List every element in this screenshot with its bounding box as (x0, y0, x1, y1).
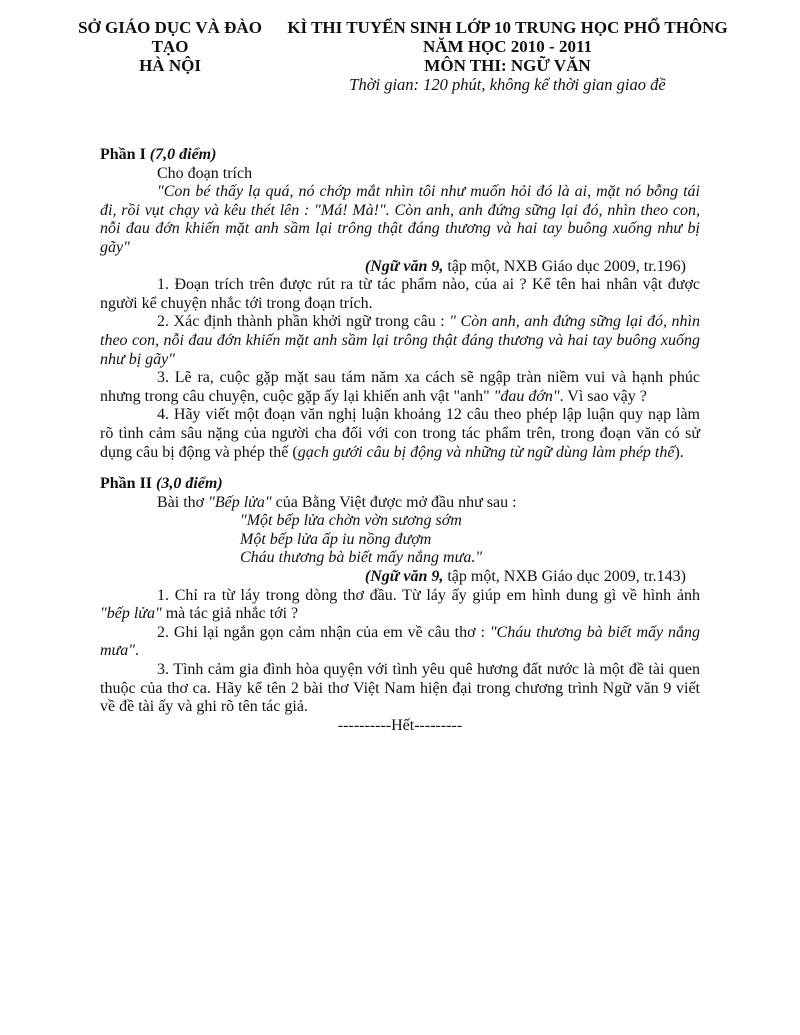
part1-intro (100, 165, 700, 184)
part2-source (100, 568, 700, 587)
part2-question-3 (100, 661, 700, 717)
part1-source-title: (Ngữ văn 9, (364, 257, 444, 275)
part2-question-2-quote: "Cháu thương bà biết mấy nắng mưa" (100, 623, 701, 660)
part1-question-4-end: ). (674, 443, 684, 461)
part2-question-1-end: mà tác giả nhắc tới ? (161, 605, 299, 623)
exam-name: KÌ THI TUYỂN SINH LỚP 10 TRUNG HỌC PHỔ THÔNG (287, 18, 728, 37)
part1-question-2-quote: " Còn anh, anh đứng sững lại đó, nhìn theo con, nỗi đau đớn khiến mặt anh sầm lại trông thật đáng thương và hai tay buông xuống như bị gãy" (100, 313, 700, 368)
issuing-authority-block (60, 18, 280, 75)
part2-question-2-end: . (135, 642, 139, 660)
part2-source-title: (Ngữ văn 9, (364, 568, 444, 586)
part1-question-4-text: 4. Hãy viết một đoạn văn nghị luận khoảng 12 câu theo phép lập luận quy nạp làm rõ tình cảm sâu nặng của người cha đối với con trong tác phẩm trên, trong đoạn văn có sử dụng câu bị động và phép thế ( (100, 406, 700, 461)
part2-intro-poem-title: "Bếp lửa" (208, 493, 272, 511)
exam-subject: MÔN THI: NGỮ VĂN (424, 56, 591, 75)
part2-question-1-quote: "bếp lửa" (100, 605, 162, 623)
part1-question-2 (100, 313, 700, 369)
part1-question-1 (100, 276, 700, 313)
part1-question-4 (100, 406, 700, 462)
part2-points: (3,0 điểm) (156, 475, 223, 493)
part2-source-detail: tập một, NXB Giáo dục 2009, tr.143) (443, 568, 686, 586)
poem-line-2: Một bếp lửa ấp iu nồng đượm (240, 530, 432, 548)
part2-question-2-text: 2. Ghi lại ngắn gọn cảm nhận của em về câu thơ : (157, 623, 490, 641)
part1-question-3 (100, 369, 700, 406)
document-body (100, 146, 700, 735)
part2-heading (100, 475, 700, 494)
part2-intro-end: của Bằng Việt được mở đầu như sau : (271, 493, 517, 511)
part1-question-3-text: 3. Lẽ ra, cuộc gặp mặt sau tám năm xa cách sẽ ngập tràn niềm vui và hạnh phúc nhưng trong câu chuyện, cuộc gặp ấy lại khiến anh vật "anh" (100, 369, 700, 405)
part2-title: Phần II (100, 475, 157, 493)
part1-points: (7,0 điểm) (149, 146, 217, 163)
poem-line-1: "Một bếp lửa chờn vờn sương sớm (240, 512, 462, 530)
exam-title-block (285, 18, 730, 94)
part1-question-3-quote: "đau đớn" (493, 387, 560, 405)
school-year: NĂM HỌC 2010 - 2011 (422, 37, 593, 56)
poem-line-3: Cháu thương bà biết mấy nắng mưa." (240, 549, 483, 567)
authority-city: HÀ NỘI (139, 56, 201, 75)
part1-excerpt (100, 183, 700, 257)
authority-name: SỞ GIÁO DỤC VÀ ĐÀO TẠO (78, 18, 262, 56)
part1-source (100, 258, 700, 277)
part2-question-3-text: 3. Tình cảm gia đình hòa quyện với tình yêu quê hương đất nước là một đề tài quen thuộc của thơ ca. Hãy kể tên 2 bài thơ Việt Nam hiện đại trong chương trình Ngữ văn 9 viết về đề tài ấy và ghi rõ tên tác giả. (100, 661, 700, 716)
part2-intro-text: Bài thơ (157, 493, 209, 511)
part2-question-2 (100, 624, 700, 661)
part1-heading (100, 146, 700, 165)
part1-question-3-end: . Vì sao vậy ? (559, 387, 647, 405)
part2-intro (100, 494, 700, 513)
part1-question-1-text: 1. Đoạn trích trên được rút ra từ tác phẩm nào, của ai ? Kể tên hai nhân vật được người kể chuyện nhắc tới trong đoạn trích. (100, 276, 700, 312)
document-header (60, 0, 730, 94)
time-limit: Thời gian: 120 phút, không kể thời gian giao đề (349, 75, 666, 94)
part1-intro-text: Cho đoạn trích (157, 164, 253, 182)
end-marker: ----------Hết--------- (337, 716, 463, 734)
part1-title: Phần I (100, 146, 150, 163)
part2-question-1 (100, 587, 700, 624)
part1-question-4-note: gạch gưới câu bị động và những từ ngữ dùng làm phép thế (297, 443, 675, 461)
part1-source-detail: tập một, NXB Giáo dục 2009, tr.196) (443, 257, 686, 275)
part2-question-1-text: 1. Chỉ ra từ láy trong dòng thơ đầu. Từ láy ấy giúp em hình dung gì về hình ảnh (157, 586, 700, 604)
part1-question-2-text: 2. Xác định thành phần khởi ngữ trong câu : (157, 313, 450, 331)
part1-excerpt-text: "Con bé thấy lạ quá, nó chớp mắt nhìn tôi như muốn hỏi đó là ai, mặt nó bỗng tái đi, rồi vụt chạy và kêu thét lên : "Má! Mà!". Còn anh, anh đứng sững lại đó, nhìn theo con, nỗi đau đớn khiến mặt anh sầm lại trông thật đáng thương và hai tay buông xuống như bị gãy" (100, 183, 700, 256)
